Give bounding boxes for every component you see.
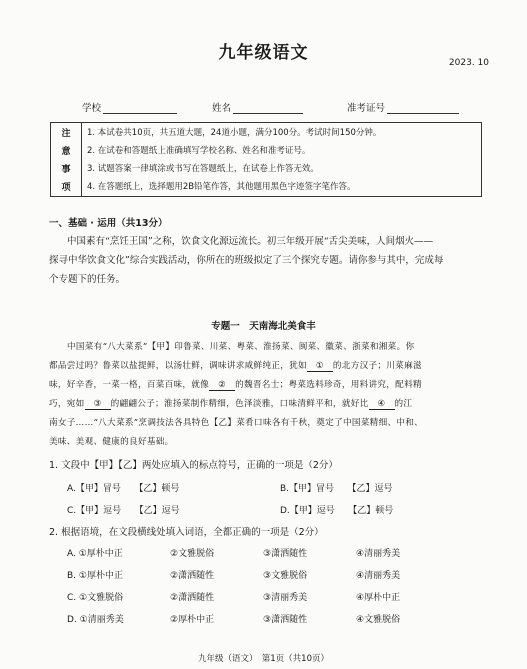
notice-char: 事	[61, 165, 71, 175]
question-stem: 1. 文段中【甲】【乙】两处应填入的标点符号，正确的一项是（2分）	[49, 460, 338, 471]
question-stem: 2. 根据语境，在文段横线处填入词语，全都正确的一项是（2分）	[49, 527, 324, 538]
answer-option: B.【甲】冒号 【乙】逗号	[280, 484, 393, 494]
fill-blank: ①	[307, 361, 333, 372]
intro-line: 个专题下的任务。	[49, 274, 126, 285]
fill-blank: ③	[85, 399, 111, 410]
page-footer: 九年级（语文） 第1页（共10页）	[198, 654, 329, 664]
topic-title: 专题一 天南海北美食丰	[211, 321, 316, 332]
topic-line: 南女子……“八大菜系”烹调技法各具特色【乙】菜肴口味各有千秋，奠定了中国菜精细、中和、	[49, 418, 424, 428]
exam-date: 2023. 10	[448, 58, 489, 68]
answer-option: ④文雅脱俗	[356, 615, 401, 625]
answer-option: C.【甲】逗号 【乙】逗号	[67, 506, 180, 516]
answer-option: ④清丽秀美	[356, 571, 401, 581]
page-title: 九年级语文	[218, 43, 309, 63]
notice-item: 4. 在答题纸上，选择题用2B铅笔作答，其他题用黑色字迹签字笔作答。	[87, 182, 356, 192]
answer-option: D.【甲】逗号 【乙】顿号	[280, 506, 394, 516]
answer-option: ③潇洒随性	[263, 615, 308, 625]
intro-line: 中国素有“烹饪王国”之称，饮食文化源远流长。初三年级开展“舌尖美味，人间烟火——	[67, 236, 434, 247]
answer-option: ③文雅脱俗	[263, 571, 308, 581]
answer-option: ②潇洒随性	[170, 571, 215, 581]
intro-line: 探寻中华饮食文化”综合实践活动，你所在的班级拟定了三个探究专题。请你参与其中，完成每	[49, 255, 444, 266]
notice-char: 意	[61, 147, 71, 157]
topic-line: 巧，宛如 ③ 的翩翩公子；淮扬菜制作精细，色泽淡雅，口味清鲜平和，就好比 ④ 的江	[49, 399, 413, 409]
notice-char: 注	[61, 129, 71, 139]
answer-option: ②文雅脱俗	[170, 549, 215, 559]
answer-option: ④清丽秀美	[356, 549, 401, 559]
topic-line: 美味、美观、健康的良好基础。	[49, 437, 174, 447]
notice-char: 项	[61, 183, 71, 193]
notice-item: 3. 试题答案一律填涂或书写在答题纸上，在试卷上作答无效。	[87, 164, 319, 174]
school-label: 学校	[82, 103, 102, 114]
topic-line: 中国菜有“八大菜系”【甲】印鲁菜、川菜、粤菜、淮扬菜、闽菜、徽菜、浙菜和湘菜。你	[67, 342, 415, 352]
notice-item: 2. 在试卷和答题纸上准确填写学校名称、姓名和准考证号。	[87, 146, 311, 156]
answer-option: A. ①厚朴中正	[67, 549, 123, 559]
answer-option: ②潇洒随性	[170, 593, 215, 603]
school-field	[82, 100, 177, 114]
answer-option: ②厚朴中正	[170, 615, 215, 625]
name-field	[212, 100, 303, 114]
answer-option: C. ①文雅脱俗	[67, 593, 124, 603]
exam-id-field	[347, 100, 459, 114]
fill-blank: ②	[209, 380, 235, 391]
fill-blank: ④	[369, 399, 395, 410]
topic-line: 味，好辛香，一菜一格，百菜百味，就像 ② 的魏晋名士；粤菜选料珍奇，用料讲究，配料精	[49, 380, 422, 390]
answer-option: B. ①厚朴中正	[67, 571, 123, 581]
notice-label-column	[51, 123, 82, 196]
answer-option: ③清丽秀美	[263, 593, 308, 603]
answer-option: A.【甲】冒号 【乙】顿号	[67, 484, 180, 494]
topic-line: 都品尝过吗？鲁菜以盐提鲜，以汤壮鲜，调味讲求咸鲜纯正，犹如 ① 的北方汉子；川菜麻滋	[49, 361, 422, 371]
answer-option: D. ①清丽秀美	[67, 615, 124, 625]
section-heading: 一、基础 · 运用（共13分）	[49, 218, 168, 229]
notice-item: 1. 本试卷共10页，共五道大题，24道小题，满分100分。考试时间150分钟。	[87, 128, 382, 138]
exam-notice-box	[50, 122, 482, 197]
name-label: 姓名	[212, 103, 232, 114]
answer-option: ④厚朴中正	[356, 593, 401, 603]
answer-option: ③潇洒随性	[263, 549, 308, 559]
exam-id-label: 准考证号	[347, 103, 386, 114]
